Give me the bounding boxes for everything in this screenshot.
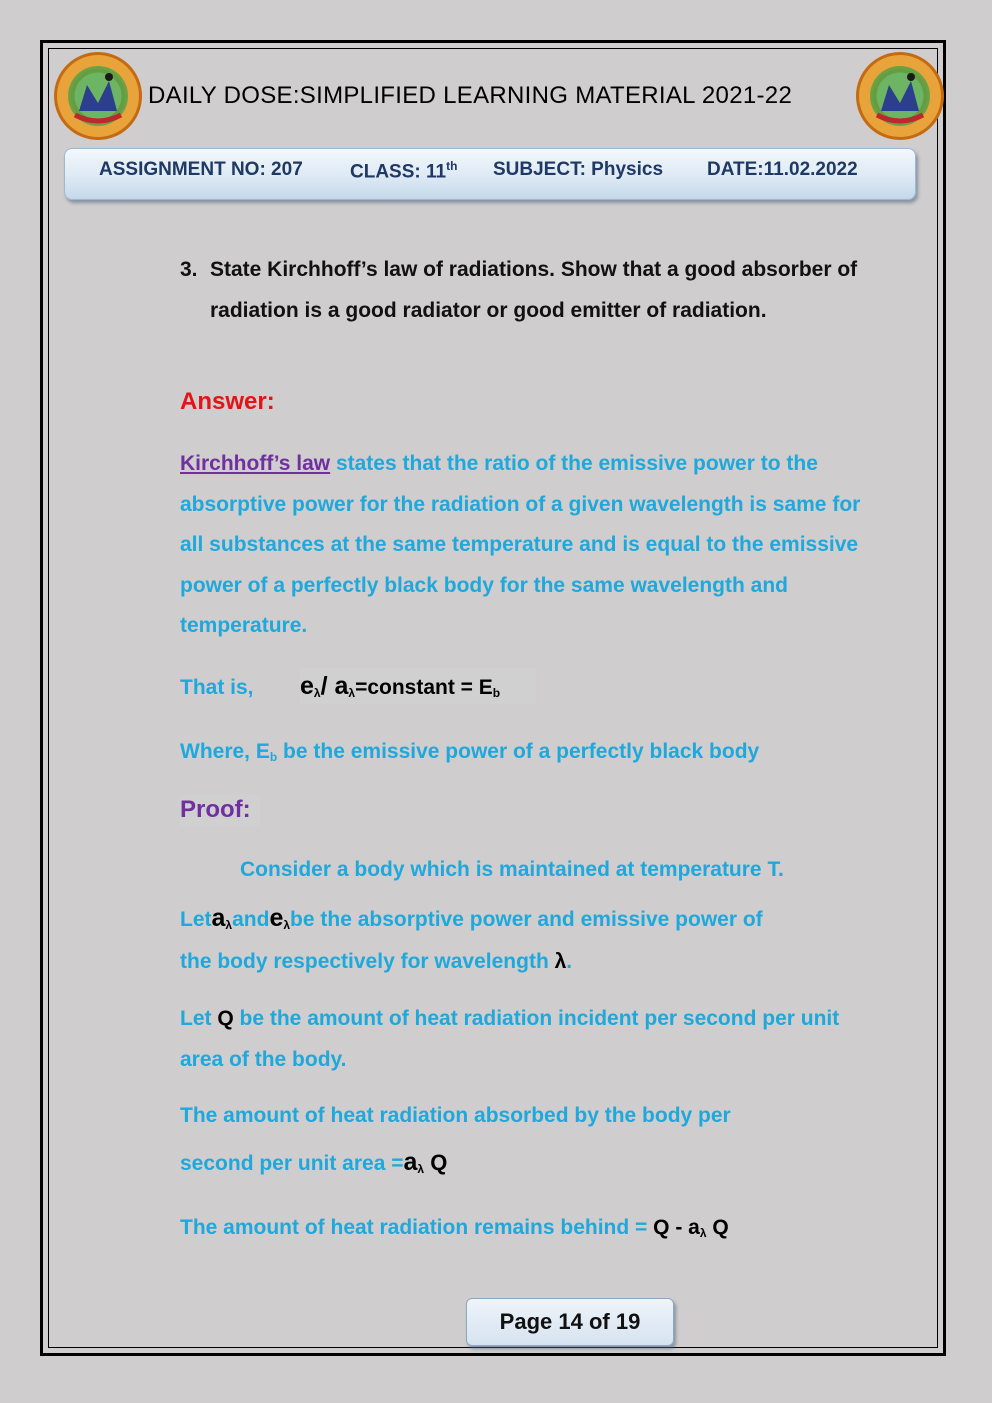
proof-line-2: Leta$_\lambda$ande$_\lambda$be the absorptive power and emissive power of [180, 904, 763, 932]
kirchhoff-law-term: Kirchhoff’s law [180, 452, 331, 475]
kirchhoff-formula: $e_\lambda/$ $a_\lambda=constant = E_b$ [300, 672, 501, 700]
page-title: DAILY DOSE:SIMPLIFIED LEARNING MATERIAL 2021-22 [148, 82, 793, 109]
assignment-info-bar [64, 148, 916, 200]
class-info: CLASS: 11th [350, 159, 458, 183]
assignment-number: ASSIGNMENT NO: 207 [99, 159, 303, 180]
absorbed-heat-line-1: The amount of heat radiation absorbed by the body per [180, 1104, 731, 1127]
proof-line-3: the body respectively for wavelength λ. [180, 950, 573, 973]
proof-heading: Proof: [180, 796, 251, 823]
school-emblem-icon [54, 52, 142, 140]
where-statement: Where, $E_b$ be the emissive power of a perfectly black body [180, 740, 760, 764]
question-number: 3. [180, 258, 198, 281]
incident-heat-statement: Let Q be the amount of heat radiation incident per second per unit area of the body. [180, 1007, 840, 1071]
question-text: State Kirchhoff’s law of radiations. Show that a good absorber of radiation is a good radiator or good emitter of radiation. [210, 258, 858, 322]
kirchhoff-law-statement: Kirchhoff’s law states that the ratio of the emissive power to the absorptive power for the radiation of a given wavelength is same for all substances at the same temperature and is equal to the emissive power of a perfectly black body for the same wavelength and temperature. [180, 452, 861, 637]
that-is-label: That is, [180, 676, 254, 699]
school-emblem-icon [856, 52, 944, 140]
subject-info: SUBJECT: Physics [493, 159, 664, 180]
date-info: DATE:11.02.2022 [707, 159, 858, 180]
page-number: Page 14 of 19 [499, 1309, 641, 1334]
page-number-badge [466, 1298, 674, 1346]
proof-line-1: Consider a body which is maintained at temperature T. [240, 858, 784, 881]
absorbed-heat-line-2: second per unit area $=a_\lambda$ Q [180, 1148, 448, 1176]
remaining-heat-statement: The amount of heat radiation remains behind = Q - $a_\lambda$ Q [180, 1216, 729, 1240]
answer-heading: Answer: [180, 388, 275, 415]
